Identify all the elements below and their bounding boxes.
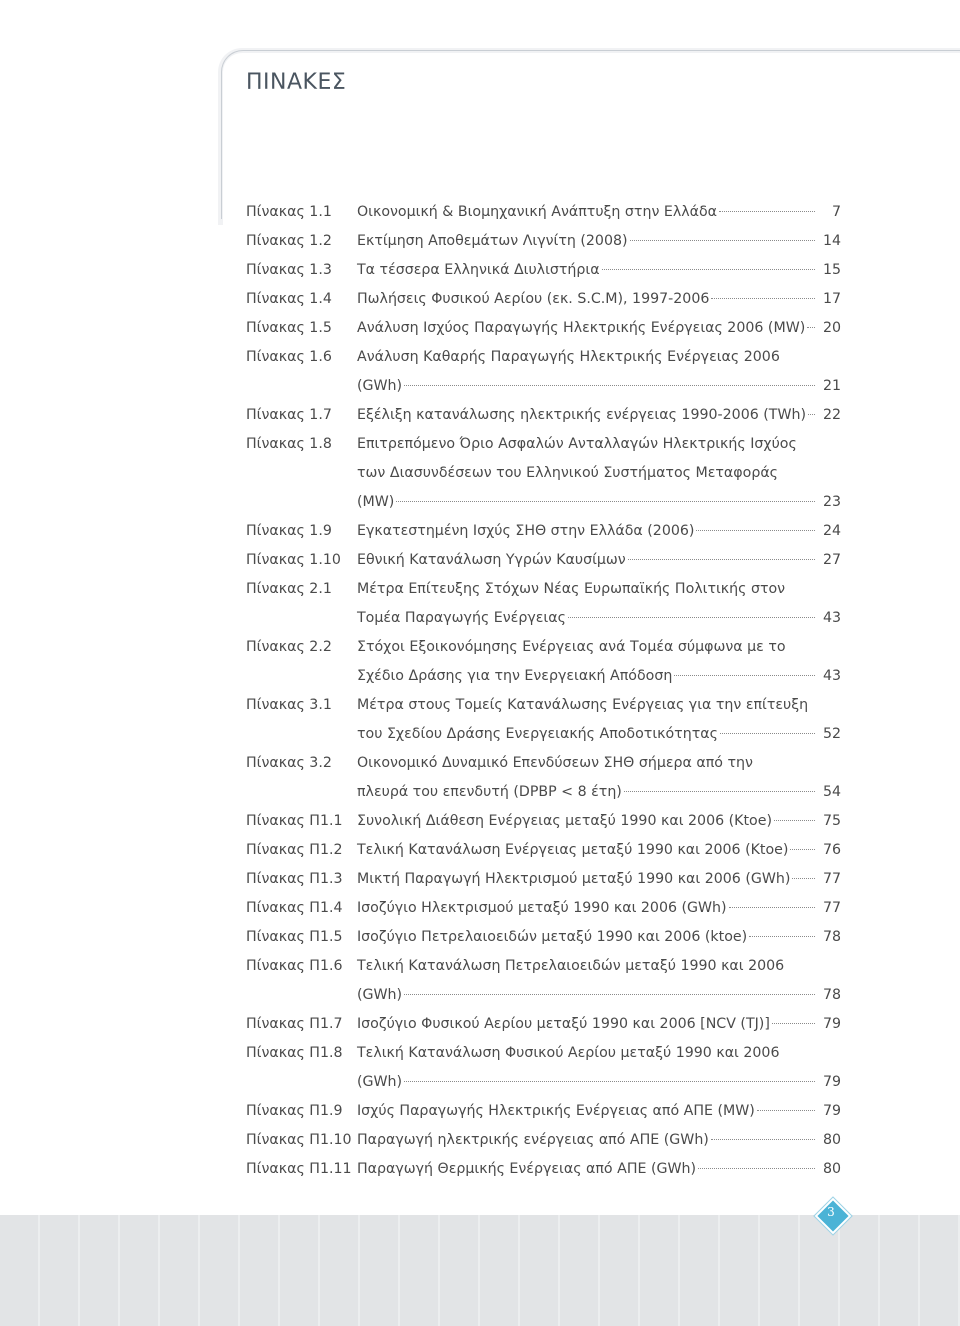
- toc-entry-label: Πίνακας Π1.11: [246, 1161, 352, 1177]
- toc-title-text: Εθνική Κατανάλωση Υγρών Καυσίμων: [357, 552, 626, 568]
- dot-leader: [696, 516, 815, 531]
- toc-line: [246, 1041, 841, 1065]
- toc-line: [246, 809, 841, 833]
- dot-leader: [792, 864, 815, 879]
- toc-entry-label: Πίνακας Π1.2: [246, 842, 343, 858]
- toc-page-number: 17: [822, 291, 841, 307]
- toc-line: [246, 1128, 841, 1152]
- toc-line: [246, 606, 841, 630]
- toc-entry-title: [357, 490, 841, 514]
- toc-page-number: 21: [822, 378, 841, 394]
- toc-title-text: Πωλήσεις Φυσικού Αερίου (εκ. S.C.M), 1997-2006: [357, 291, 710, 307]
- toc-title-text: Ισοζύγιο Φυσικού Αερίου μεταξύ 1990 και 2006 [NCV (TJ)]: [357, 1016, 770, 1032]
- toc-title-text: Ανάλυση Καθαρής Παραγωγής Ηλεκτρικής Ενέργειας 2006: [357, 349, 780, 365]
- toc-title-text: Σχέδιο Δράσης για την Ενεργειακή Απόδοση: [357, 668, 673, 684]
- toc-title-text: Στόχοι Εξοικονόμησης Ενέργειας ανά Τομέα σύμφωνα με το: [357, 639, 786, 655]
- toc-page-number: 78: [822, 929, 841, 945]
- toc-title-text: Ισοζύγιο Ηλεκτρισμού μεταξύ 1990 και 2006 (GWh): [357, 900, 727, 916]
- dot-leader: [720, 719, 815, 734]
- toc-entry-label: Πίνακας Π1.3: [246, 871, 343, 887]
- toc-title-text: Ανάλυση Ισχύος Παραγωγής Ηλεκτρικής Ενέργειας 2006 (MW): [357, 320, 806, 336]
- toc-page-number: 76: [822, 842, 841, 858]
- toc-title-text: Ισοζύγιο Πετρελαιοειδών μεταξύ 1990 και 2006 (ktoe): [357, 929, 748, 945]
- toc-entry-label: Πίνακας 3.2: [246, 755, 332, 771]
- toc-title-text: Παραγωγή Θερμικής Ενέργειας από ΑΠΕ (GWh): [357, 1161, 697, 1177]
- toc-entry-title: [357, 954, 841, 978]
- toc-entry-label: Πίνακας Π1.9: [246, 1103, 343, 1119]
- dot-leader: [719, 197, 815, 212]
- toc-title-text: Επιτρεπόμενο Όριο Ασφαλών Ανταλλαγών Ηλεκτρικής Ισχύος: [357, 436, 797, 452]
- toc-page-number: 79: [822, 1074, 841, 1090]
- page-number: 3: [827, 1205, 835, 1219]
- dot-leader: [772, 1009, 815, 1024]
- toc-entry-label: Πίνακας 1.9: [246, 523, 332, 539]
- toc-entry-title: [357, 316, 841, 340]
- toc-entry-title: [357, 1041, 841, 1065]
- dot-leader: [628, 545, 815, 560]
- toc-page-number: 23: [822, 494, 841, 510]
- toc-entry-title: [357, 287, 841, 311]
- toc-line: [246, 287, 841, 311]
- toc-title-text: Εγκατεστημένη Ισχύς ΣΗΘ στην Ελλάδα (2006): [357, 523, 695, 539]
- toc-page-number: 52: [822, 726, 841, 742]
- toc-line: [246, 258, 841, 282]
- toc-page-number: 14: [822, 233, 841, 249]
- toc-entry-label: Πίνακας 1.10: [246, 552, 341, 568]
- toc-line: [246, 490, 841, 514]
- toc-entry-label: Πίνακας Π1.10: [246, 1132, 352, 1148]
- toc-line: [246, 867, 841, 891]
- toc-entry-title: [357, 838, 841, 862]
- toc-line: [246, 896, 841, 920]
- toc-line: [246, 200, 841, 224]
- toc-page-number: 77: [822, 871, 841, 887]
- toc-entry-title: [357, 925, 841, 949]
- toc-line: [246, 229, 841, 253]
- toc-entry-title: [357, 1128, 841, 1152]
- toc-entry-label: Πίνακας 1.5: [246, 320, 332, 336]
- toc-line: [246, 345, 841, 369]
- toc-entry-title: [357, 896, 841, 920]
- dot-leader: [711, 1125, 815, 1140]
- toc-line: [246, 432, 841, 456]
- toc-title-text: (GWh): [357, 1074, 403, 1090]
- dot-leader: [729, 893, 815, 908]
- toc-page-number: 22: [822, 407, 841, 423]
- toc-page-number: 54: [822, 784, 841, 800]
- toc-title-text: Τελική Κατανάλωση Φυσικού Αερίου μεταξύ 1990 και 2006: [357, 1045, 780, 1061]
- toc-title-text: (MW): [357, 494, 395, 510]
- toc-line: [246, 374, 841, 398]
- dot-leader: [568, 603, 815, 618]
- toc-entry-title: [357, 1070, 841, 1094]
- toc-entry-label: Πίνακας 2.2: [246, 639, 332, 655]
- toc-title-text: Τομέα Παραγωγής Ενέργειας: [357, 610, 566, 626]
- toc-entry-label: Πίνακας 1.4: [246, 291, 332, 307]
- toc-entry-label: Πίνακας Π1.6: [246, 958, 343, 974]
- dot-leader: [404, 371, 815, 386]
- page-number-badge: [816, 1199, 846, 1229]
- dot-leader: [749, 922, 815, 937]
- toc-title-text: Μέτρα Επίτευξης Στόχων Νέας Ευρωπαϊκής Πολιτικής στον: [357, 581, 786, 597]
- toc-title-text: Οικονομικό Δυναμικό Επενδύσεων ΣΗΘ σήμερα από την: [357, 755, 753, 771]
- toc-line: [246, 1012, 841, 1036]
- toc-entry-title: [357, 200, 841, 224]
- page-title: ΠΙΝΑΚΕΣ: [246, 70, 347, 95]
- toc-page-number: 43: [822, 668, 841, 684]
- toc-entry-label: Πίνακας Π1.7: [246, 1016, 343, 1032]
- toc-entry-title: [357, 1099, 841, 1123]
- dot-leader: [404, 1067, 815, 1082]
- toc-entry-title: [357, 461, 841, 485]
- toc-line: [246, 403, 841, 427]
- toc-page-number: 75: [822, 813, 841, 829]
- toc-entry-title: [357, 345, 841, 369]
- toc-entry-title: [357, 519, 841, 543]
- toc-entry-label: Πίνακας Π1.4: [246, 900, 343, 916]
- toc-line: [246, 316, 841, 340]
- toc-line: [246, 577, 841, 601]
- toc-line: [246, 1157, 841, 1181]
- footer-stripe: [0, 1215, 960, 1326]
- toc-entry-label: Πίνακας 1.8: [246, 436, 332, 452]
- toc-title-text: Εξέλιξη κατανάλωσης ηλεκτρικής ενέργειας 1990-2006 (TWh): [357, 407, 807, 423]
- toc-page-number: 80: [822, 1132, 841, 1148]
- toc-line: [246, 983, 841, 1007]
- toc-entry-label: Πίνακας Π1.8: [246, 1045, 343, 1061]
- dot-leader: [674, 661, 815, 676]
- toc-title-text: Συνολική Διάθεση Ενέργειας μεταξύ 1990 και 2006 (Ktoe): [357, 813, 772, 829]
- toc-entry-title: [357, 258, 841, 282]
- dot-leader: [807, 313, 815, 328]
- toc-line: [246, 635, 841, 659]
- toc-line: [246, 838, 841, 862]
- dot-leader: [808, 400, 815, 415]
- toc-entry-title: [357, 751, 841, 775]
- toc-entry-title: [357, 809, 841, 833]
- toc-line: [246, 664, 841, 688]
- toc-entry-title: [357, 548, 841, 572]
- toc-entry-title: [357, 1012, 841, 1036]
- dot-leader: [602, 255, 815, 270]
- toc-line: [246, 548, 841, 572]
- toc-entry-title: [357, 635, 841, 659]
- dot-leader: [698, 1154, 815, 1169]
- toc-page-number: 7: [831, 204, 841, 220]
- toc-page-number: 79: [822, 1103, 841, 1119]
- toc-entry-title: [357, 432, 841, 456]
- toc-page-number: 43: [822, 610, 841, 626]
- toc-page-number: 27: [822, 552, 841, 568]
- toc-line: [246, 954, 841, 978]
- toc-page-number: 80: [822, 1161, 841, 1177]
- toc-entry-label: Πίνακας 1.3: [246, 262, 332, 278]
- toc-entry-label: Πίνακας 3.1: [246, 697, 332, 713]
- toc-title-text: (GWh): [357, 987, 403, 1003]
- toc-title-text: των Διασυνδέσεων του Ελληνικού Συστήματος Μεταφοράς: [357, 465, 779, 481]
- toc-title-text: Εκτίμηση Αποθεμάτων Λιγνίτη (2008): [357, 233, 628, 249]
- toc-entry-title: [357, 1157, 841, 1181]
- toc-entry-label: Πίνακας Π1.5: [246, 929, 343, 945]
- toc-page-number: 24: [822, 523, 841, 539]
- toc-entry-title: [357, 606, 841, 630]
- toc-title-text: Ισχύς Παραγωγής Ηλεκτρικής Ενέργειας από ΑΠΕ (MW): [357, 1103, 755, 1119]
- toc-line: [246, 751, 841, 775]
- toc-entry-title: [357, 780, 841, 804]
- toc-title-text: Μέτρα στους Τομείς Κατανάλωσης Ενέργειας για την επίτευξη: [357, 697, 809, 713]
- toc-page-number: 77: [822, 900, 841, 916]
- toc-title-text: (GWh): [357, 378, 403, 394]
- toc-page-number: 20: [822, 320, 841, 336]
- toc-line: [246, 780, 841, 804]
- toc-title-text: Μικτή Παραγωγή Ηλεκτρισμού μεταξύ 1990 και 2006 (GWh): [357, 871, 791, 887]
- toc-entry-label: Πίνακας 1.1: [246, 204, 332, 220]
- toc-entry-label: Πίνακας 1.2: [246, 233, 332, 249]
- toc-entry-label: Πίνακας 1.7: [246, 407, 332, 423]
- toc-entry-title: [357, 577, 841, 601]
- toc-title-text: Παραγωγή ηλεκτρικής ενέργειας από ΑΠΕ (GWh): [357, 1132, 709, 1148]
- toc-entry-title: [357, 664, 841, 688]
- toc-title-text: Οικονομική & Βιομηχανική Ανάπτυξη στην Ελλάδα: [357, 204, 718, 220]
- toc-page-number: 78: [822, 987, 841, 1003]
- toc-entry-title: [357, 983, 841, 1007]
- toc-entry-title: [357, 867, 841, 891]
- toc-title-text: Τελική Κατανάλωση Ενέργειας μεταξύ 1990 και 2006 (Ktoe): [357, 842, 789, 858]
- toc-entry-label: Πίνακας Π1.1: [246, 813, 343, 829]
- dot-leader: [711, 284, 815, 299]
- toc-entry-title: [357, 374, 841, 398]
- toc-entry-label: Πίνακας 2.1: [246, 581, 332, 597]
- toc-title-text: πλευρά του επενδυτή (DPBP < 8 έτη): [357, 784, 622, 800]
- dot-leader: [757, 1096, 815, 1111]
- toc-line: [246, 693, 841, 717]
- dot-leader: [774, 806, 815, 821]
- toc-line: [246, 461, 841, 485]
- dot-leader: [396, 487, 815, 502]
- toc-entry-label: Πίνακας 1.6: [246, 349, 332, 365]
- toc-title-text: Τα τέσσερα Ελληνικά Διυλιστήρια: [357, 262, 600, 278]
- toc-entry-title: [357, 693, 841, 717]
- toc-entry-title: [357, 403, 841, 427]
- dot-leader: [624, 777, 815, 792]
- toc-line: [246, 1070, 841, 1094]
- dot-leader: [630, 226, 815, 241]
- toc-title-text: Τελική Κατανάλωση Πετρελαιοειδών μεταξύ 1990 και 2006: [357, 958, 785, 974]
- toc-line: [246, 1099, 841, 1123]
- toc-page-number: 79: [822, 1016, 841, 1032]
- toc-line: [246, 519, 841, 543]
- dot-leader: [790, 835, 815, 850]
- dot-leader: [404, 980, 815, 995]
- toc-entry-title: [357, 722, 841, 746]
- toc-line: [246, 722, 841, 746]
- footer-band: [0, 1215, 960, 1326]
- toc-page-number: 15: [822, 262, 841, 278]
- toc-line: [246, 925, 841, 949]
- toc-title-text: του Σχεδίου Δράσης Ενεργειακής Αποδοτικότητας: [357, 726, 718, 742]
- toc-entry-title: [357, 229, 841, 253]
